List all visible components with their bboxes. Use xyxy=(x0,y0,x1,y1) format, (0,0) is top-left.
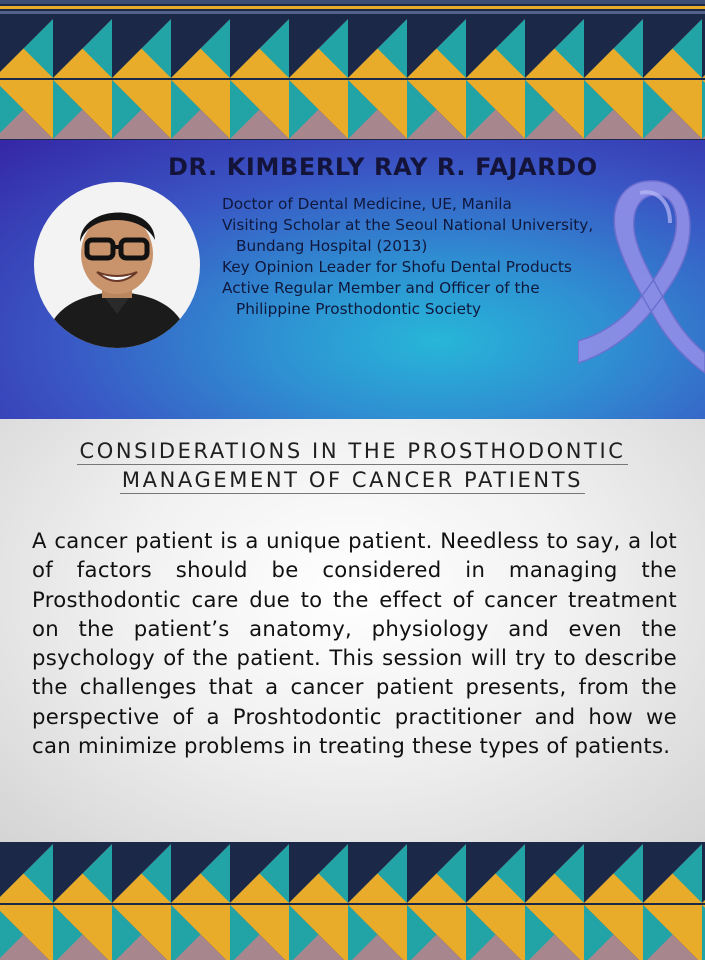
credential-item: Bundang Hospital (2013) xyxy=(236,237,428,255)
awareness-ribbon-icon xyxy=(578,173,705,378)
credential-item: Doctor of Dental Medicine, UE, Manila xyxy=(222,195,512,213)
credential-item: Key Opinion Leader for Shofu Dental Products xyxy=(222,258,572,276)
speaker-panel xyxy=(0,140,705,419)
credential-item: Visiting Scholar at the Seoul National University, xyxy=(222,216,594,234)
session-title-line-1: CONSIDERATIONS IN THE PROSTHODONTIC xyxy=(79,439,626,463)
geometric-pattern xyxy=(0,842,705,960)
speaker-credentials xyxy=(222,194,593,320)
credential-item: Active Regular Member and Officer of the xyxy=(222,279,540,297)
speaker-portrait xyxy=(34,182,200,348)
session-panel xyxy=(0,419,705,842)
session-abstract: A cancer patient is a unique patient. Needless to say, a lot of factors should be considered in managing the Prosthodontic care due to the effect of cancer treatment on the patient’s anatomy, physiology and even the psychology of the patient. This session will try to describe the challenges that a cancer patient presents, from the perspective of a Proshtodontic practitioner and how we can minimize problems in treating these types of patients. xyxy=(32,528,677,759)
top-geometric-band xyxy=(0,0,705,140)
credential-item: Philippine Prosthodontic Society xyxy=(236,300,482,318)
session-title-line-2: MANAGEMENT OF CANCER PATIENTS xyxy=(121,468,584,492)
speaker-name: DR. KIMBERLY RAY R. FAJARDO xyxy=(168,153,598,181)
bottom-geometric-band xyxy=(0,842,705,960)
geometric-pattern xyxy=(0,0,705,140)
